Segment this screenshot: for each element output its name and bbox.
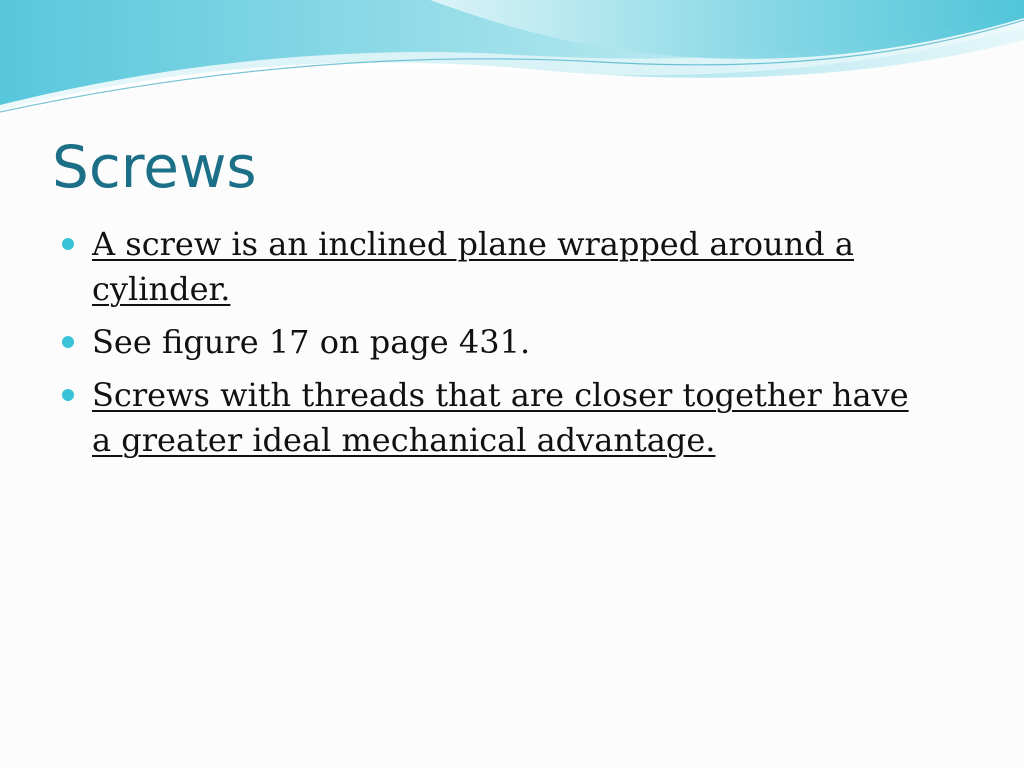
bullet-text[interactable]: A screw is an inclined plane wrapped around a cylinder. bbox=[92, 225, 854, 308]
wave-header-decoration bbox=[0, 0, 1024, 120]
slide-title: Screws bbox=[52, 133, 257, 201]
list-item bbox=[62, 373, 932, 463]
bullet-marker-icon bbox=[62, 238, 74, 250]
bullet-marker-icon bbox=[62, 389, 74, 401]
bullet-marker-icon bbox=[62, 336, 74, 348]
bullet-list bbox=[62, 222, 932, 471]
bullet-text[interactable]: Screws with threads that are closer together have a greater ideal mechanical advantage. bbox=[92, 376, 909, 459]
list-item bbox=[62, 320, 932, 365]
bullet-text: See figure 17 on page 431. bbox=[92, 323, 531, 361]
list-item bbox=[62, 222, 932, 312]
